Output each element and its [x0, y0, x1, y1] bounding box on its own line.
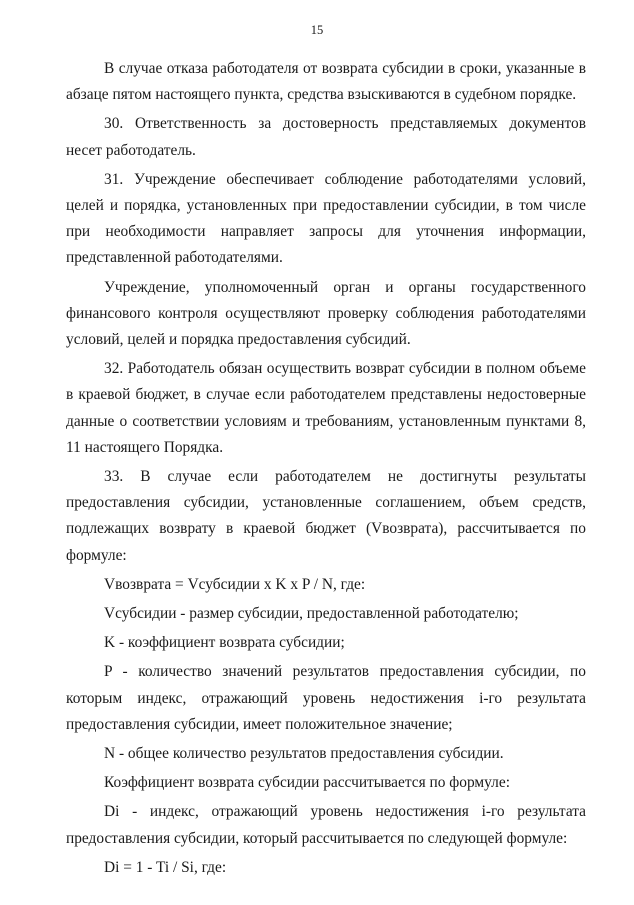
definition-n: N - общее количество результатов предоставления субсидии. [104, 745, 504, 763]
paragraph-control-check: Учреждение, уполномоченный орган и органы государственного финансового контроля осуществляют проверку соблюдения работодателями условий, целей и порядка предоставления субсидий. [66, 278, 586, 349]
document-body [66, 56, 586, 881]
definition-p: P - количество значений результатов предоставления субсидии, по которым индекс, отражающий уровень недостижения i-го результата предоставления субсидии, имеет положительное значение; [66, 663, 586, 733]
paragraph-item-33: 33. В случае если работодателем не достигнуты результаты предоставления субсидии, установленные соглашением, объем средств, подлежащих возврату в краевой бюджет (Vвозврата), рассчитывается по формуле: [66, 468, 586, 564]
paragraph-item-30: 30. Ответственность за достоверность представляемых документов несет работодатель. [66, 115, 586, 159]
definition-di: Di - индекс, отражающий уровень недостижения i-го результата предоставления субсидии, который рассчитывается по следующей формуле: [66, 803, 586, 847]
paragraph-item-31: 31. Учреждение обеспечивает соблюдение работодателями условий, целей и порядка, установленных при предоставлении субсидии, в том числе при необходимости направляет запросы для уточнения информации, представленной работодателями. [66, 170, 586, 267]
definition-v-subsidy: Vсубсидии - размер субсидии, предоставленной работодателю; [104, 605, 519, 623]
paragraph-coefficient-formula: Коэффициент возврата субсидии рассчитывается по формуле: [104, 774, 510, 792]
paragraph-item-32: 32. Работодатель обязан осуществить возврат субсидии в полном объеме в краевой бюджет, в случае если работодателем представлены недостоверные данные о соответствии условиям и требованиям, установленным пунктами 8, 11 настоящего Порядка. [66, 360, 586, 456]
paragraph-refund-refusal: В случае отказа работодателя от возврата субсидии в сроки, указанные в абзаце пятом настоящего пункта, средства взыскиваются в судебном порядке. [66, 60, 586, 104]
formula-refund-volume: Vвозврата = Vсубсидии x K x P / N, где: [104, 575, 366, 593]
definition-k: K - коэффициент возврата субсидии; [104, 634, 345, 652]
formula-di: Di = 1 - Ti / Si, где: [104, 858, 227, 876]
page-number: 15 [310, 23, 324, 37]
